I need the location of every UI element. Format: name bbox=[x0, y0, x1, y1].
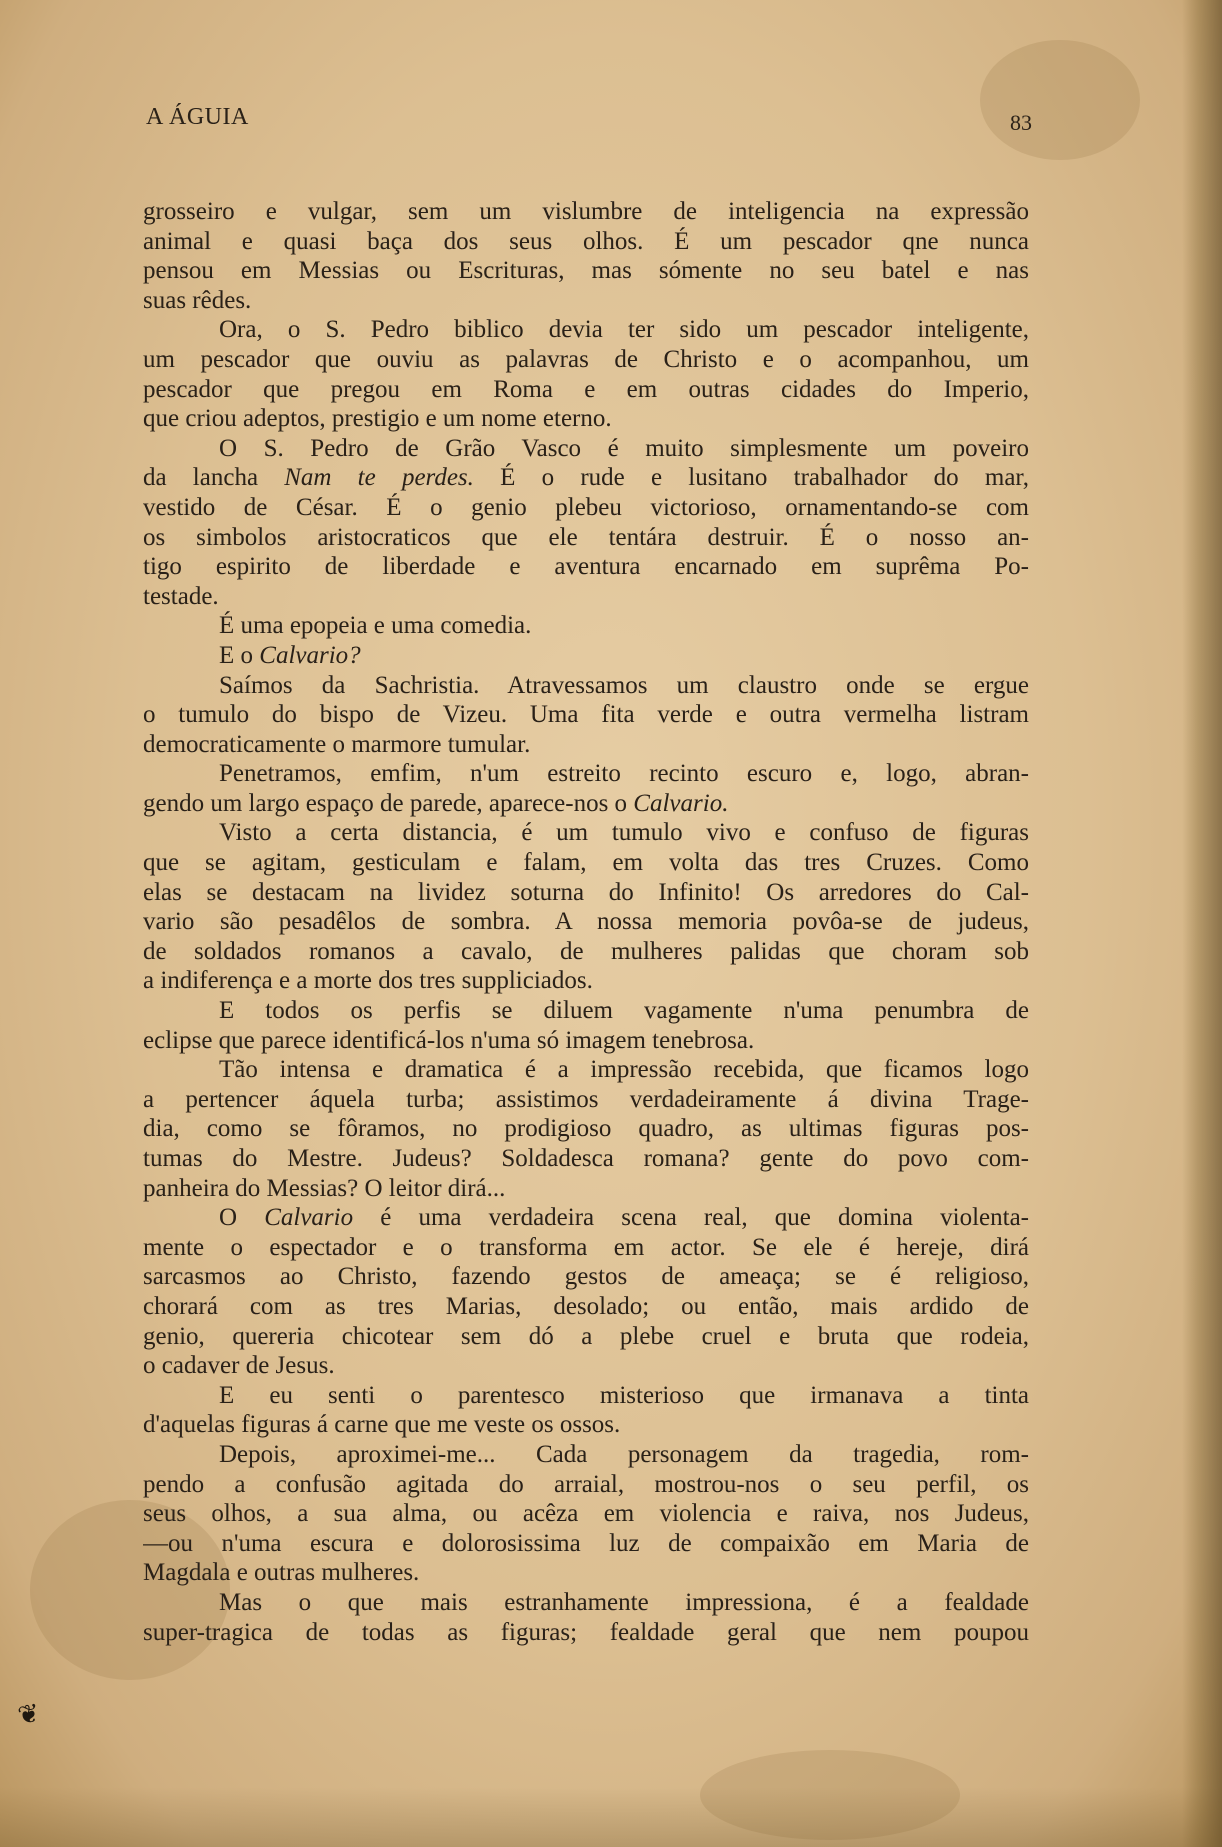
text-line: genio, quereria chicotear sem dó a plebe cruel e bruta que rodeia, bbox=[143, 1322, 1029, 1350]
text-line: Tão intensa e dramatica é a impressão recebida, que ficamos logo bbox=[219, 1056, 1029, 1084]
text-line: Magdala e outras mulheres. bbox=[143, 1559, 420, 1587]
paper-stain bbox=[980, 40, 1140, 160]
page-edge-shadow bbox=[1182, 0, 1222, 1847]
running-head bbox=[146, 104, 1032, 138]
text-line: Depois, aproximei-me... Cada personagem da tragedia, rom- bbox=[219, 1440, 1029, 1468]
text-line: o cadaver de Jesus. bbox=[143, 1352, 335, 1380]
text-line: que se agitam, gesticulam e falam, em volta das tres Cruzes. Como bbox=[143, 849, 1029, 877]
text-line: vario são pesadêlos de sombra. A nossa memoria povôa-se de judeus, bbox=[143, 908, 1029, 936]
text-line: tumas do Mestre. Judeus? Soldadesca romana? gente do povo com- bbox=[143, 1145, 1029, 1172]
page-edge-shadow bbox=[0, 1787, 1222, 1847]
text-line: sarcasmos ao Christo, fazendo gestos de ameaça; se é religioso, bbox=[143, 1263, 1029, 1291]
text-line: Visto a certa distancia, é um tumulo vivo e confuso de figuras bbox=[219, 819, 1029, 847]
text-line: Saímos da Sachristia. Atravessamos um claustro onde se ergue bbox=[219, 671, 1029, 699]
text-line: pescador que pregou em Roma e em outras cidades do Imperio, bbox=[143, 375, 1029, 403]
text-line: gendo um largo espaço de parede, aparece-nos o Calvario. bbox=[143, 789, 729, 817]
text-line: elas se destacam na lividez soturna do Infinito! Os arredores do Cal- bbox=[143, 878, 1029, 906]
italic-title: Nam te perdes. bbox=[284, 464, 474, 492]
page-number: 83 bbox=[1010, 110, 1032, 135]
text-line: super-tragica de todas as figuras; fealdade geral que nem poupou bbox=[143, 1618, 1029, 1646]
text-line: um pescador que ouviu as palavras de Christo e o acompanhou, um bbox=[143, 345, 1029, 373]
text-line: testade. bbox=[143, 582, 219, 610]
text-line: seus olhos, a sua alma, ou acêza em violencia e raiva, nos Judeus, bbox=[143, 1500, 1029, 1528]
text-line: animal e quasi baça dos seus olhos. É um pescador qne nunca bbox=[143, 227, 1029, 255]
text-line: que criou adeptos, prestigio e um nome eterno. bbox=[143, 405, 612, 433]
italic-title: Calvario bbox=[264, 1204, 354, 1232]
text-line: da lancha Nam te perdes. É o rude e lusitano trabalhador do mar, bbox=[143, 464, 1029, 492]
text-line: Mas o que mais estranhamente impressiona, é a fealdade bbox=[219, 1588, 1029, 1616]
text-line: —ou n'uma escura e dolorosissima luz de compaixão em Maria de bbox=[143, 1529, 1029, 1557]
text-line: panheira do Messias? O leitor dirá... bbox=[143, 1174, 506, 1202]
article-body bbox=[143, 197, 1029, 1647]
text-line: dia, como se fôramos, no prodigioso quadro, as ultimas figuras pos- bbox=[143, 1115, 1029, 1143]
text-line: eclipse que parece identificá-los n'uma só imagem tenebrosa. bbox=[143, 1026, 755, 1054]
text-line: de soldados romanos a cavalo, de mulheres palidas que choram sob bbox=[143, 937, 1029, 965]
text-line: d'aquelas figuras á carne que me veste os ossos. bbox=[143, 1411, 621, 1439]
text-line: É uma epopeia e uma comedia. bbox=[219, 612, 532, 640]
text-line: E o Calvario? bbox=[219, 641, 361, 669]
italic-title: Calvario? bbox=[259, 641, 361, 669]
text-line: pensou em Messias ou Escrituras, mas sómente no seu batel e nas bbox=[143, 257, 1029, 285]
text-line: o tumulo do bispo de Vizeu. Uma fita verde e outra vermelha listram bbox=[143, 701, 1029, 729]
text-line: O Calvario é uma verdadeira scena real, que domina violenta- bbox=[219, 1204, 1029, 1232]
text-line: Penetramos, emfim, n'um estreito recinto escuro e, logo, abran- bbox=[219, 760, 1029, 788]
text-line: os simbolos aristocraticos que ele tentára destruir. É o nosso an- bbox=[143, 523, 1029, 551]
text-line: chorará com as tres Marias, desolado; ou então, mais ardido de bbox=[143, 1292, 1029, 1320]
printer-ornament-icon: ❦ bbox=[15, 1698, 43, 1731]
text-line: grosseiro e vulgar, sem um vislumbre de inteligencia na expressão bbox=[143, 198, 1029, 225]
journal-title: A ÁGUIA bbox=[146, 104, 249, 130]
text-line: vestido de César. É o genio plebeu victorioso, ornamentando-se com bbox=[143, 493, 1029, 521]
text-line: pendo a confusão agitada do arraial, mostrou-nos o seu perfil, os bbox=[143, 1470, 1029, 1498]
text-line: suas rêdes. bbox=[143, 286, 252, 314]
italic-title: Calvario. bbox=[633, 789, 729, 817]
text-line: Ora, o S. Pedro biblico devia ter sido um pescador inteligente, bbox=[219, 316, 1029, 344]
text-line: E todos os perfis se diluem vagamente n'uma penumbra de bbox=[219, 997, 1029, 1025]
text-line: a indiferença e a morte dos tres suppliciados. bbox=[143, 967, 593, 995]
text-line: E eu senti o parentesco misterioso que irmanava a tinta bbox=[219, 1381, 1029, 1409]
text-line: democraticamente o marmore tumular. bbox=[143, 730, 531, 758]
text-line: mente o espectador e o transforma em actor. Se ele é hereje, dirá bbox=[143, 1233, 1029, 1261]
text-line: a pertencer áquela turba; assistimos verdadeiramente á divina Trage- bbox=[143, 1085, 1029, 1113]
text-line: tigo espirito de liberdade e aventura encarnado em suprêma Po- bbox=[143, 553, 1029, 581]
text-line: O S. Pedro de Grão Vasco é muito simplesmente um poveiro bbox=[219, 434, 1029, 462]
